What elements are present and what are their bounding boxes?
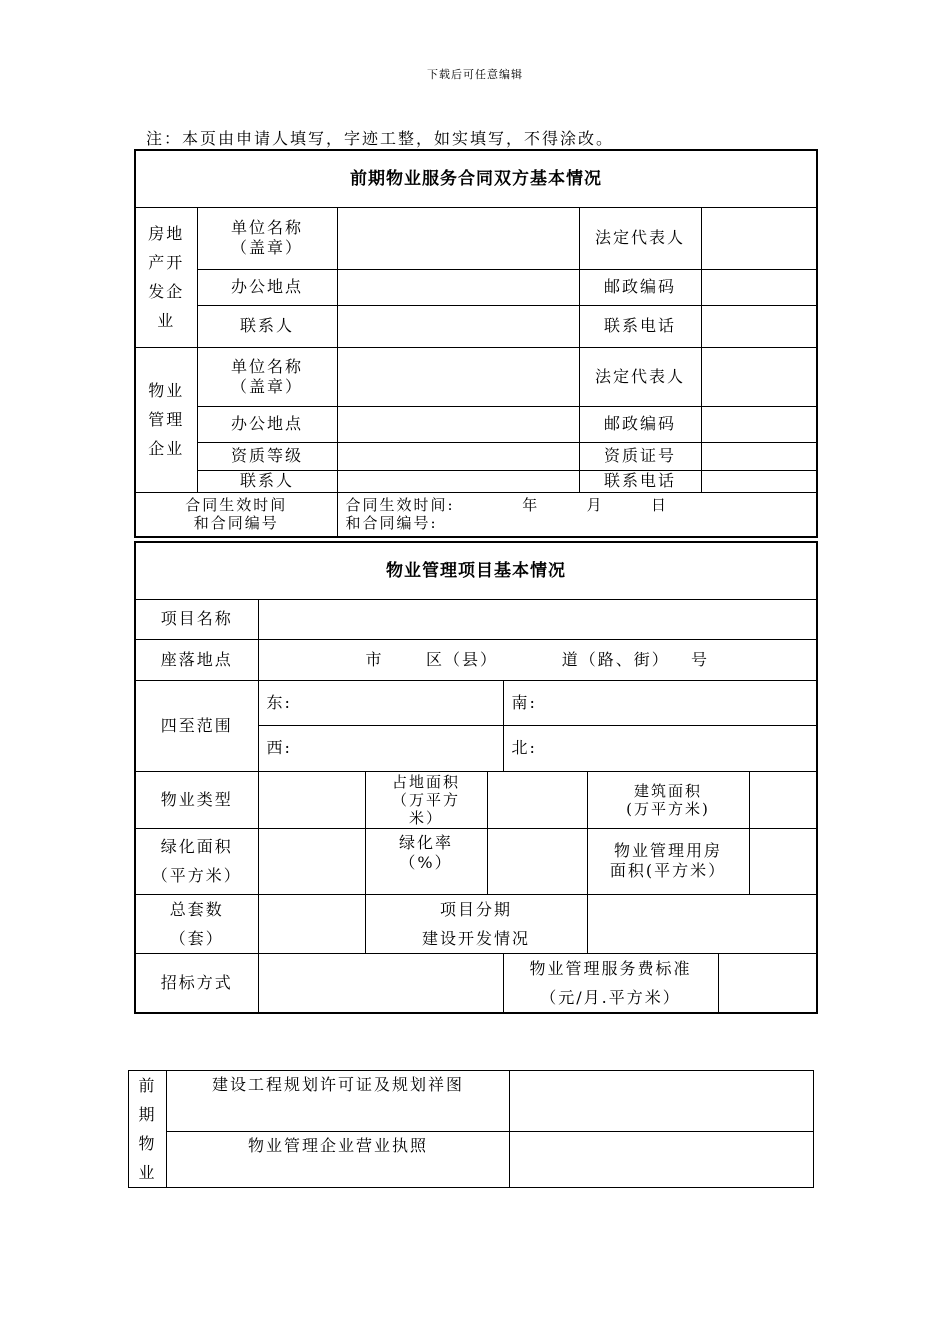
manager-legal-rep-label: 法定代表人: [579, 347, 701, 406]
developer-contact-label: 联系人: [197, 305, 337, 347]
phase-field[interactable]: [587, 894, 817, 953]
manager-unit-name-field[interactable]: [337, 347, 579, 406]
manager-legal-rep-field[interactable]: [701, 347, 817, 406]
effective-label: 合同生效时间 和合同编号: [135, 492, 337, 537]
green-area-field[interactable]: [258, 828, 365, 894]
manager-cert-field[interactable]: [701, 442, 817, 470]
manager-unit-name-label: 单位名称 （盖章）: [197, 347, 337, 406]
type-label: 物业类型: [135, 771, 258, 828]
location-template: 市 区（县） 道（路、街） 号: [365, 649, 710, 669]
bidding-field[interactable]: [258, 953, 503, 1013]
phase-label: 项目分期 建设开发情况: [365, 894, 587, 953]
contract-number-line: 和合同编号:: [345, 514, 438, 533]
manager-qualification-label: 资质等级: [197, 442, 337, 470]
header-note: 下载后可任意编辑: [427, 68, 523, 81]
instruction-note: 注：本页由申请人填写，字迹工整，如实填写，不得涂改。: [146, 129, 615, 148]
building-area-field[interactable]: [749, 771, 817, 828]
manager-group-label: 物业 管理 企业: [135, 347, 197, 492]
west-field[interactable]: 西:: [258, 725, 503, 771]
boundary-label: 四至范围: [135, 680, 258, 771]
contract-parties-table: [134, 149, 818, 538]
effective-date-line: 合同生效时间: 年 月 日: [345, 496, 668, 515]
developer-unit-name-field[interactable]: [337, 207, 579, 269]
doc1-field[interactable]: [510, 1071, 814, 1132]
developer-postcode-field[interactable]: [701, 269, 817, 305]
location-field[interactable]: [258, 639, 817, 680]
project-info-table: [134, 541, 818, 1014]
bidding-label: 招标方式: [135, 953, 258, 1013]
developer-group-label: 房地 产开 发企 业: [135, 207, 197, 347]
green-rate-field[interactable]: [487, 828, 587, 894]
manager-contact-label: 联系人: [197, 470, 337, 492]
project-section-title: 物业管理项目基本情况: [135, 542, 817, 599]
east-field[interactable]: 东:: [258, 680, 503, 725]
type-field[interactable]: [258, 771, 365, 828]
manager-phone-field[interactable]: [701, 470, 817, 492]
project-name-field[interactable]: [258, 599, 817, 639]
total-units-field[interactable]: [258, 894, 365, 953]
developer-unit-name-label: 单位名称 （盖章）: [197, 207, 337, 269]
green-area-label: 绿化面积 （平方米）: [135, 828, 258, 894]
land-area-label: 占地面积 （万平方 米）: [365, 771, 487, 828]
docs-group-label: 前 期 物 业: [129, 1071, 167, 1188]
fee-label: 物业管理服务费标准 （元/月.平方米）: [503, 953, 718, 1013]
fee-field[interactable]: [718, 953, 817, 1013]
green-rate-label: 绿化率 （%）: [365, 828, 487, 894]
mgmt-room-label: 物业管理用房 面积(平方米）: [587, 828, 749, 894]
manager-office-field[interactable]: [337, 406, 579, 442]
contract-section-title: 前期物业服务合同双方基本情况: [135, 150, 817, 207]
doc1-label: 建设工程规划许可证及规划祥图: [167, 1071, 510, 1132]
developer-postcode-label: 邮政编码: [579, 269, 701, 305]
south-field[interactable]: 南:: [503, 680, 817, 725]
manager-office-label: 办公地点: [197, 406, 337, 442]
land-area-field[interactable]: [487, 771, 587, 828]
doc2-label: 物业管理企业营业执照: [167, 1132, 510, 1188]
manager-postcode-label: 邮政编码: [579, 406, 701, 442]
documents-table: [128, 1070, 814, 1188]
manager-phone-label: 联系电话: [579, 470, 701, 492]
manager-postcode-field[interactable]: [701, 406, 817, 442]
developer-phone-field[interactable]: [701, 305, 817, 347]
total-units-label: 总套数 （套）: [135, 894, 258, 953]
effective-value[interactable]: [337, 492, 817, 537]
developer-legal-rep-field[interactable]: [701, 207, 817, 269]
developer-contact-field[interactable]: [337, 305, 579, 347]
mgmt-room-field[interactable]: [749, 828, 817, 894]
manager-cert-label: 资质证号: [579, 442, 701, 470]
project-name-label: 项目名称: [135, 599, 258, 639]
building-area-label: 建筑面积 (万平方米): [587, 771, 749, 828]
north-field[interactable]: 北:: [503, 725, 817, 771]
doc2-field[interactable]: [510, 1132, 814, 1188]
location-label: 座落地点: [135, 639, 258, 680]
developer-legal-rep-label: 法定代表人: [579, 207, 701, 269]
developer-office-label: 办公地点: [197, 269, 337, 305]
developer-office-field[interactable]: [337, 269, 579, 305]
developer-phone-label: 联系电话: [579, 305, 701, 347]
manager-qualification-field[interactable]: [337, 442, 579, 470]
manager-contact-field[interactable]: [337, 470, 579, 492]
